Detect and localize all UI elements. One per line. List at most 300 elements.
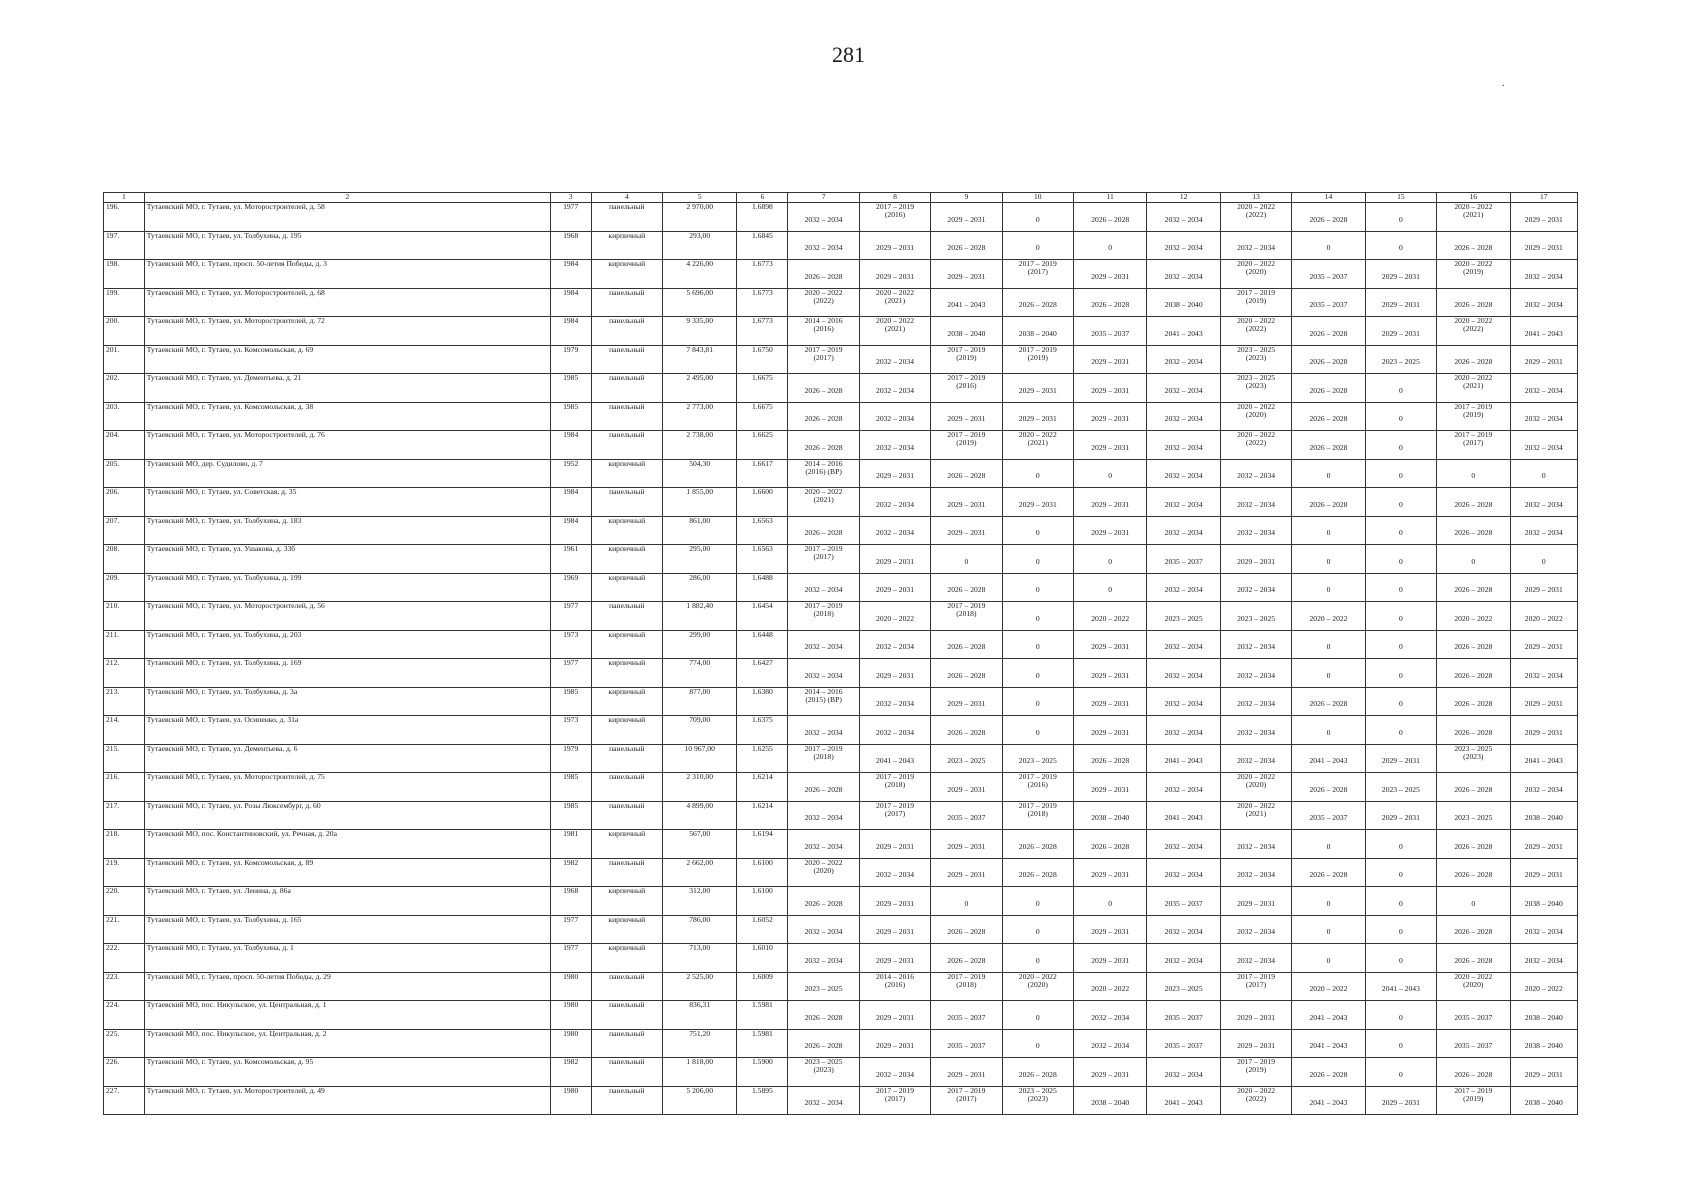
cell-priority-index: 1.5895 — [737, 1086, 788, 1115]
cell-priority-index: 1.6100 — [737, 887, 788, 916]
cell-period-col-11: 2029 – 2031 — [1073, 687, 1146, 716]
cell-row-number: 219. — [104, 858, 145, 887]
cell-period-col-8: 2029 – 2031 — [859, 944, 930, 973]
cell-wall-material: панельный — [591, 374, 662, 403]
cell-address: Тутаевский МО, г. Тутаев, просп. 50-летия Победы, д. 29 — [144, 972, 550, 1001]
cell-period-col-16: 2020 – 2022 (2022) — [1437, 317, 1510, 346]
cell-period-col-17: 0 — [1510, 459, 1577, 488]
cell-period-col-14: 2026 – 2028 — [1292, 687, 1365, 716]
cell-period-col-7: 2026 – 2028 — [788, 260, 859, 289]
cell-priority-index: 1.6563 — [737, 545, 788, 574]
cell-row-number: 196. — [104, 203, 145, 232]
table-row — [104, 801, 1578, 830]
cell-period-col-9: 2026 – 2028 — [931, 944, 1002, 973]
cell-wall-material: панельный — [591, 345, 662, 374]
cell-period-col-12: 2032 – 2034 — [1147, 231, 1220, 260]
cell-row-number: 200. — [104, 317, 145, 346]
column-header-14: 14 — [1292, 193, 1365, 203]
cell-address: Тутаевский МО, г. Тутаев, ул. Моторостроителей, д. 49 — [144, 1086, 550, 1115]
column-header-15: 15 — [1365, 193, 1436, 203]
cell-period-col-16: 2026 – 2028 — [1437, 944, 1510, 973]
cell-row-number: 224. — [104, 1001, 145, 1030]
cell-period-col-15: 0 — [1365, 1029, 1436, 1058]
cell-period-col-16: 2017 – 2019 (2019) — [1437, 1086, 1510, 1115]
cell-period-col-14: 0 — [1292, 573, 1365, 602]
cell-period-col-8: 2032 – 2034 — [859, 402, 930, 431]
cell-period-col-7: 2020 – 2022 (2022) — [788, 288, 859, 317]
cell-row-number: 203. — [104, 402, 145, 431]
cell-period-col-14: 2020 – 2022 — [1292, 602, 1365, 631]
cell-period-col-17: 2020 – 2022 — [1510, 972, 1577, 1001]
cell-period-col-15: 0 — [1365, 1058, 1436, 1087]
cell-period-col-14: 0 — [1292, 459, 1365, 488]
table-body — [104, 203, 1578, 1115]
cell-wall-material: кирпичный — [591, 231, 662, 260]
cell-row-number: 213. — [104, 687, 145, 716]
cell-period-col-8: 2029 – 2031 — [859, 659, 930, 688]
cell-period-col-16: 2026 – 2028 — [1437, 1058, 1510, 1087]
cell-period-col-7: 2026 – 2028 — [788, 402, 859, 431]
cell-period-col-11: 2029 – 2031 — [1073, 402, 1146, 431]
cell-row-number: 226. — [104, 1058, 145, 1087]
cell-period-col-10: 0 — [1002, 630, 1073, 659]
cell-period-col-15: 2029 – 2031 — [1365, 317, 1436, 346]
cell-period-col-11: 2029 – 2031 — [1073, 345, 1146, 374]
table-row — [104, 459, 1578, 488]
cell-period-col-12: 2032 – 2034 — [1147, 1058, 1220, 1087]
cell-period-col-10: 2023 – 2025 (2023) — [1002, 1086, 1073, 1115]
cell-priority-index: 1.6898 — [737, 203, 788, 232]
cell-year-built: 1977 — [550, 944, 591, 973]
cell-period-col-7: 2032 – 2034 — [788, 203, 859, 232]
cell-period-col-14: 0 — [1292, 944, 1365, 973]
cell-period-col-8: 2029 – 2031 — [859, 1001, 930, 1030]
table-row — [104, 545, 1578, 574]
cell-period-col-14: 2035 – 2037 — [1292, 801, 1365, 830]
cell-period-col-16: 2026 – 2028 — [1437, 288, 1510, 317]
cell-period-col-17: 2038 – 2040 — [1510, 1029, 1577, 1058]
table-row — [104, 1058, 1578, 1087]
cell-wall-material: кирпичный — [591, 573, 662, 602]
cell-priority-index: 1.6010 — [737, 944, 788, 973]
cell-year-built: 1984 — [550, 488, 591, 517]
cell-period-col-9: 2029 – 2031 — [931, 773, 1002, 802]
cell-year-built: 1982 — [550, 1058, 591, 1087]
cell-period-col-13: 2032 – 2034 — [1220, 687, 1291, 716]
cell-area: 877,00 — [662, 687, 736, 716]
cell-period-col-12: 2041 – 2043 — [1147, 801, 1220, 830]
cell-period-col-12: 2038 – 2040 — [1147, 288, 1220, 317]
cell-area: 751,20 — [662, 1029, 736, 1058]
cell-year-built: 1979 — [550, 345, 591, 374]
cell-period-col-16: 2026 – 2028 — [1437, 345, 1510, 374]
cell-row-number: 199. — [104, 288, 145, 317]
cell-period-col-12: 2032 – 2034 — [1147, 573, 1220, 602]
cell-period-col-17: 2029 – 2031 — [1510, 573, 1577, 602]
table-row — [104, 602, 1578, 631]
cell-period-col-14: 2035 – 2037 — [1292, 260, 1365, 289]
cell-period-col-14: 2026 – 2028 — [1292, 488, 1365, 517]
cell-period-col-14: 0 — [1292, 830, 1365, 859]
cell-area: 9 335,00 — [662, 317, 736, 346]
cell-period-col-16: 2020 – 2022 (2020) — [1437, 972, 1510, 1001]
cell-period-col-11: 2032 – 2034 — [1073, 1001, 1146, 1030]
cell-address: Тутаевский МО, г. Тутаев, ул. Осипенко, д. 31а — [144, 716, 550, 745]
cell-row-number: 207. — [104, 516, 145, 545]
cell-wall-material: панельный — [591, 1086, 662, 1115]
cell-period-col-9: 2029 – 2031 — [931, 830, 1002, 859]
cell-year-built: 1981 — [550, 830, 591, 859]
cell-period-col-8: 2017 – 2019 (2017) — [859, 801, 930, 830]
cell-address: Тутаевский МО, пос. Никульское, ул. Центральная, д. 1 — [144, 1001, 550, 1030]
cell-period-col-15: 0 — [1365, 858, 1436, 887]
cell-period-col-13: 2032 – 2034 — [1220, 459, 1291, 488]
cell-period-col-15: 2023 – 2025 — [1365, 773, 1436, 802]
cell-period-col-13: 2032 – 2034 — [1220, 516, 1291, 545]
cell-period-col-17: 2032 – 2034 — [1510, 374, 1577, 403]
cell-period-col-11: 2029 – 2031 — [1073, 858, 1146, 887]
cell-period-col-12: 2032 – 2034 — [1147, 830, 1220, 859]
cell-period-col-16: 2026 – 2028 — [1437, 516, 1510, 545]
cell-period-col-10: 2023 – 2025 — [1002, 744, 1073, 773]
cell-priority-index: 1.5900 — [737, 1058, 788, 1087]
cell-period-col-12: 2032 – 2034 — [1147, 345, 1220, 374]
cell-period-col-10: 2038 – 2040 — [1002, 317, 1073, 346]
cell-period-col-9: 2035 – 2037 — [931, 1029, 1002, 1058]
cell-wall-material: панельный — [591, 488, 662, 517]
cell-period-col-11: 2038 – 2040 — [1073, 801, 1146, 830]
cell-period-col-12: 2032 – 2034 — [1147, 687, 1220, 716]
cell-address: Тутаевский МО, г. Тутаев, ул. Комсомольская, д. 38 — [144, 402, 550, 431]
cell-period-col-11: 2026 – 2028 — [1073, 203, 1146, 232]
cell-period-col-16: 0 — [1437, 545, 1510, 574]
cell-priority-index: 1.6773 — [737, 317, 788, 346]
table-row — [104, 516, 1578, 545]
cell-period-col-11: 2029 – 2031 — [1073, 516, 1146, 545]
table-row — [104, 431, 1578, 460]
cell-period-col-15: 0 — [1365, 203, 1436, 232]
cell-area: 774,00 — [662, 659, 736, 688]
table-row — [104, 573, 1578, 602]
cell-period-col-10: 2026 – 2028 — [1002, 288, 1073, 317]
cell-period-col-14: 0 — [1292, 231, 1365, 260]
cell-period-col-10: 0 — [1002, 915, 1073, 944]
cell-period-col-11: 2029 – 2031 — [1073, 630, 1146, 659]
cell-period-col-8: 2029 – 2031 — [859, 545, 930, 574]
cell-row-number: 221. — [104, 915, 145, 944]
cell-row-number: 225. — [104, 1029, 145, 1058]
cell-period-col-10: 2026 – 2028 — [1002, 1058, 1073, 1087]
table-row — [104, 887, 1578, 916]
cell-row-number: 209. — [104, 573, 145, 602]
cell-period-col-12: 2032 – 2034 — [1147, 260, 1220, 289]
cell-priority-index: 1.6427 — [737, 659, 788, 688]
cell-period-col-17: 2038 – 2040 — [1510, 887, 1577, 916]
cell-period-col-16: 2017 – 2019 (2019) — [1437, 402, 1510, 431]
cell-wall-material: кирпичный — [591, 545, 662, 574]
cell-period-col-15: 0 — [1365, 402, 1436, 431]
cell-period-col-14: 2026 – 2028 — [1292, 1058, 1365, 1087]
cell-row-number: 206. — [104, 488, 145, 517]
cell-year-built: 1968 — [550, 231, 591, 260]
cell-period-col-7: 2026 – 2028 — [788, 1029, 859, 1058]
cell-period-col-7: 2017 – 2019 (2018) — [788, 744, 859, 773]
cell-wall-material: панельный — [591, 773, 662, 802]
cell-period-col-17: 2029 – 2031 — [1510, 630, 1577, 659]
table-row — [104, 716, 1578, 745]
cell-period-col-9: 2017 – 2019 (2019) — [931, 431, 1002, 460]
cell-period-col-11: 2029 – 2031 — [1073, 915, 1146, 944]
cell-row-number: 210. — [104, 602, 145, 631]
cell-period-col-17: 0 — [1510, 545, 1577, 574]
cell-year-built: 1977 — [550, 602, 591, 631]
cell-area: 709,00 — [662, 716, 736, 745]
cell-period-col-10: 2017 – 2019 (2016) — [1002, 773, 1073, 802]
cell-period-col-11: 0 — [1073, 573, 1146, 602]
cell-year-built: 1984 — [550, 431, 591, 460]
cell-period-col-7: 2032 – 2034 — [788, 830, 859, 859]
cell-period-col-13: 2020 – 2022 (2020) — [1220, 260, 1291, 289]
cell-row-number: 215. — [104, 744, 145, 773]
cell-period-col-9: 2035 – 2037 — [931, 1001, 1002, 1030]
cell-address: Тутаевский МО, г. Тутаев, ул. Толбухина, д. 195 — [144, 231, 550, 260]
cell-priority-index: 1.6214 — [737, 801, 788, 830]
cell-period-col-15: 0 — [1365, 944, 1436, 973]
cell-period-col-11: 2038 – 2040 — [1073, 1086, 1146, 1115]
cell-period-col-12: 2032 – 2034 — [1147, 203, 1220, 232]
cell-address: Тутаевский МО, г. Тутаев, ул. Моторостроителей, д. 56 — [144, 602, 550, 631]
cell-period-col-13: 2023 – 2025 (2023) — [1220, 345, 1291, 374]
cell-address: Тутаевский МО, г. Тутаев, ул. Комсомольская, д. 95 — [144, 1058, 550, 1087]
cell-period-col-13: 2017 – 2019 (2019) — [1220, 1058, 1291, 1087]
cell-period-col-9: 2029 – 2031 — [931, 516, 1002, 545]
cell-period-col-16: 2017 – 2019 (2017) — [1437, 431, 1510, 460]
cell-period-col-7: 2032 – 2034 — [788, 801, 859, 830]
cell-period-col-7: 2032 – 2034 — [788, 944, 859, 973]
cell-row-number: 223. — [104, 972, 145, 1001]
cell-period-col-16: 2026 – 2028 — [1437, 231, 1510, 260]
cell-row-number: 197. — [104, 231, 145, 260]
cell-period-col-11: 2026 – 2028 — [1073, 288, 1146, 317]
cell-period-col-17: 2029 – 2031 — [1510, 231, 1577, 260]
cell-period-col-8: 2032 – 2034 — [859, 431, 930, 460]
cell-year-built: 1985 — [550, 801, 591, 830]
cell-row-number: 211. — [104, 630, 145, 659]
cell-wall-material: панельный — [591, 1029, 662, 1058]
cell-priority-index: 1.6448 — [737, 630, 788, 659]
cell-period-col-9: 2026 – 2028 — [931, 231, 1002, 260]
cell-address: Тутаевский МО, пос. Никульское, ул. Центральная, д. 2 — [144, 1029, 550, 1058]
cell-priority-index: 1.6255 — [737, 744, 788, 773]
cell-area: 1 818,00 — [662, 1058, 736, 1087]
cell-period-col-13: 2017 – 2019 (2017) — [1220, 972, 1291, 1001]
cell-row-number: 202. — [104, 374, 145, 403]
cell-year-built: 1973 — [550, 630, 591, 659]
cell-area: 10 967,00 — [662, 744, 736, 773]
cell-period-col-11: 2032 – 2034 — [1073, 1029, 1146, 1058]
cell-period-col-8: 2032 – 2034 — [859, 345, 930, 374]
cell-period-col-13: 2029 – 2031 — [1220, 1001, 1291, 1030]
cell-period-col-17: 2038 – 2040 — [1510, 801, 1577, 830]
cell-period-col-13: 2023 – 2025 (2023) — [1220, 374, 1291, 403]
cell-period-col-8: 2029 – 2031 — [859, 887, 930, 916]
cell-period-col-13: 2029 – 2031 — [1220, 1029, 1291, 1058]
cell-period-col-12: 2023 – 2025 — [1147, 602, 1220, 631]
cell-period-col-10: 0 — [1002, 231, 1073, 260]
cell-year-built: 1977 — [550, 203, 591, 232]
cell-period-col-9: 2026 – 2028 — [931, 573, 1002, 602]
cell-priority-index: 1.5981 — [737, 1029, 788, 1058]
cell-priority-index: 1.5981 — [737, 1001, 788, 1030]
cell-area: 2 525,00 — [662, 972, 736, 1001]
cell-area: 5 696,00 — [662, 288, 736, 317]
cell-period-col-9: 2038 – 2040 — [931, 317, 1002, 346]
cell-period-col-7: 2032 – 2034 — [788, 573, 859, 602]
cell-period-col-17: 2032 – 2034 — [1510, 402, 1577, 431]
cell-period-col-11: 2029 – 2031 — [1073, 260, 1146, 289]
cell-year-built: 1985 — [550, 773, 591, 802]
cell-year-built: 1985 — [550, 402, 591, 431]
cell-area: 713,00 — [662, 944, 736, 973]
cell-area: 1 855,00 — [662, 488, 736, 517]
cell-period-col-13: 2020 – 2022 (2022) — [1220, 431, 1291, 460]
cell-period-col-8: 2032 – 2034 — [859, 516, 930, 545]
cell-period-col-7: 2023 – 2025 (2023) — [788, 1058, 859, 1087]
cell-period-col-17: 2032 – 2034 — [1510, 516, 1577, 545]
cell-period-col-17: 2029 – 2031 — [1510, 687, 1577, 716]
cell-period-col-13: 2032 – 2034 — [1220, 573, 1291, 602]
cell-priority-index: 1.6214 — [737, 773, 788, 802]
cell-period-col-10: 0 — [1002, 516, 1073, 545]
cell-period-col-9: 2023 – 2025 — [931, 744, 1002, 773]
cell-period-col-12: 2023 – 2025 — [1147, 972, 1220, 1001]
table-row — [104, 630, 1578, 659]
cell-period-col-11: 2029 – 2031 — [1073, 488, 1146, 517]
cell-period-col-15: 0 — [1365, 687, 1436, 716]
cell-period-col-14: 0 — [1292, 716, 1365, 745]
cell-period-col-12: 2032 – 2034 — [1147, 431, 1220, 460]
cell-period-col-8: 2029 – 2031 — [859, 830, 930, 859]
cell-priority-index: 1.6773 — [737, 288, 788, 317]
cell-period-col-12: 2032 – 2034 — [1147, 459, 1220, 488]
cell-area: 5 206,00 — [662, 1086, 736, 1115]
cell-address: Тутаевский МО, г. Тутаев, ул. Ленина, д. 86а — [144, 887, 550, 916]
cell-period-col-12: 2041 – 2043 — [1147, 1086, 1220, 1115]
cell-period-col-17: 2032 – 2034 — [1510, 260, 1577, 289]
column-header-5: 5 — [662, 193, 736, 203]
cell-period-col-7: 2017 – 2019 (2017) — [788, 345, 859, 374]
cell-period-col-12: 2041 – 2043 — [1147, 317, 1220, 346]
cell-period-col-16: 2026 – 2028 — [1437, 830, 1510, 859]
cell-period-col-9: 2017 – 2019 (2018) — [931, 602, 1002, 631]
column-header-4: 4 — [591, 193, 662, 203]
cell-row-number: 227. — [104, 1086, 145, 1115]
corner-mark: . — [1502, 78, 1505, 89]
cell-period-col-9: 2035 – 2037 — [931, 801, 1002, 830]
cell-period-col-17: 2029 – 2031 — [1510, 830, 1577, 859]
cell-period-col-7: 2020 – 2022 (2020) — [788, 858, 859, 887]
cell-priority-index: 1.6617 — [737, 459, 788, 488]
table-row — [104, 402, 1578, 431]
cell-period-col-12: 2041 – 2043 — [1147, 744, 1220, 773]
cell-year-built: 1980 — [550, 1001, 591, 1030]
cell-priority-index: 1.6375 — [737, 716, 788, 745]
cell-period-col-15: 2023 – 2025 — [1365, 345, 1436, 374]
cell-area: 2 773,00 — [662, 402, 736, 431]
cell-period-col-10: 0 — [1002, 687, 1073, 716]
cell-period-col-9: 2029 – 2031 — [931, 488, 1002, 517]
cell-period-col-14: 2020 – 2022 — [1292, 972, 1365, 1001]
cell-address: Тутаевский МО, г. Тутаев, ул. Толбухина, д. 1 — [144, 944, 550, 973]
cell-period-col-7: 2032 – 2034 — [788, 659, 859, 688]
cell-period-col-12: 2032 – 2034 — [1147, 944, 1220, 973]
cell-period-col-13: 2020 – 2022 (2020) — [1220, 773, 1291, 802]
cell-period-col-13: 2020 – 2022 (2021) — [1220, 801, 1291, 830]
cell-row-number: 218. — [104, 830, 145, 859]
cell-period-col-7: 2032 – 2034 — [788, 716, 859, 745]
cell-period-col-7: 2014 – 2016 (2016) (ВР) — [788, 459, 859, 488]
cell-priority-index: 1.6100 — [737, 858, 788, 887]
cell-period-col-13: 2020 – 2022 (2022) — [1220, 203, 1291, 232]
cell-period-col-12: 2032 – 2034 — [1147, 659, 1220, 688]
cell-period-col-8: 2029 – 2031 — [859, 915, 930, 944]
cell-wall-material: панельный — [591, 402, 662, 431]
cell-wall-material: панельный — [591, 972, 662, 1001]
cell-year-built: 1977 — [550, 915, 591, 944]
cell-period-col-11: 2029 – 2031 — [1073, 716, 1146, 745]
housing-repair-schedule-table — [103, 192, 1578, 1115]
table-row — [104, 915, 1578, 944]
cell-period-col-13: 2017 – 2019 (2019) — [1220, 288, 1291, 317]
cell-period-col-12: 2032 – 2034 — [1147, 374, 1220, 403]
cell-period-col-10: 2026 – 2028 — [1002, 858, 1073, 887]
cell-period-col-12: 2032 – 2034 — [1147, 773, 1220, 802]
cell-wall-material: кирпичный — [591, 944, 662, 973]
cell-area: 2 970,00 — [662, 203, 736, 232]
cell-period-col-9: 2017 – 2019 (2016) — [931, 374, 1002, 403]
table-row — [104, 1086, 1578, 1115]
cell-period-col-9: 2017 – 2019 (2018) — [931, 972, 1002, 1001]
cell-address: Тутаевский МО, г. Тутаев, ул. Толбухина, д. 169 — [144, 659, 550, 688]
cell-period-col-17: 2029 – 2031 — [1510, 345, 1577, 374]
cell-period-col-14: 2041 – 2043 — [1292, 1029, 1365, 1058]
cell-area: 293,00 — [662, 231, 736, 260]
cell-period-col-13: 2032 – 2034 — [1220, 630, 1291, 659]
column-header-12: 12 — [1147, 193, 1220, 203]
cell-address: Тутаевский МО, г. Тутаев, ул. Моторостроителей, д. 76 — [144, 431, 550, 460]
cell-area: 299,00 — [662, 630, 736, 659]
cell-period-col-13: 2029 – 2031 — [1220, 887, 1291, 916]
cell-priority-index: 1.6563 — [737, 516, 788, 545]
cell-period-col-9: 2017 – 2019 (2019) — [931, 345, 1002, 374]
cell-period-col-17: 2029 – 2031 — [1510, 858, 1577, 887]
cell-area: 2 310,00 — [662, 773, 736, 802]
cell-period-col-13: 2029 – 2031 — [1220, 545, 1291, 574]
cell-priority-index: 1.6194 — [737, 830, 788, 859]
cell-period-col-16: 2026 – 2028 — [1437, 858, 1510, 887]
cell-area: 4 226,00 — [662, 260, 736, 289]
cell-row-number: 204. — [104, 431, 145, 460]
cell-period-col-15: 0 — [1365, 374, 1436, 403]
cell-period-col-11: 2029 – 2031 — [1073, 431, 1146, 460]
cell-period-col-12: 2032 – 2034 — [1147, 516, 1220, 545]
table-row — [104, 345, 1578, 374]
cell-period-col-15: 0 — [1365, 488, 1436, 517]
cell-period-col-11: 2026 – 2028 — [1073, 830, 1146, 859]
cell-period-col-15: 0 — [1365, 915, 1436, 944]
cell-period-col-7: 2032 – 2034 — [788, 231, 859, 260]
cell-period-col-16: 2023 – 2025 — [1437, 801, 1510, 830]
